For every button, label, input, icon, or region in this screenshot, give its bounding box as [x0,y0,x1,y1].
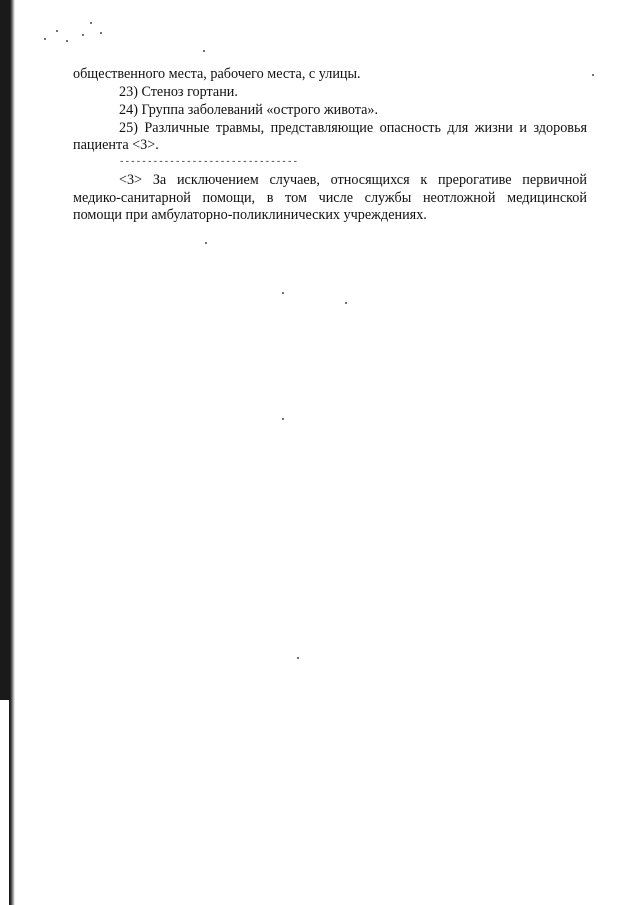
scan-speck [282,418,284,420]
list-item-24: 24) Группа заболеваний «острого живота». [119,102,379,118]
scan-speck [205,242,207,244]
scan-speck [66,40,68,42]
scan-speck [100,32,102,34]
footnote-separator: -------------------------------- [119,157,299,167]
scan-speck [90,22,92,24]
scan-speck [203,50,205,52]
list-item-25: 25) Различные травмы, представляющие опасность для жизни и здоровья [119,120,587,136]
text-line: общественного места, рабочего места, с улицы. [73,66,361,82]
footnote-line: медико-санитарной помощи, в том числе службы неотложной медицинской [73,190,587,206]
list-item-23: 23) Стеноз гортани. [119,84,238,100]
text-line: пациента <3>. [73,137,159,153]
scan-speck [592,74,594,76]
scan-speck [56,30,58,32]
scan-speck [44,38,46,40]
scan-speck [282,292,284,294]
scan-speck [297,657,299,659]
scan-edge-shadow [0,0,16,905]
footnote-line: <3> За исключением случаев, относящихся к прерогативе первичной [119,172,587,188]
scan-speck [82,34,84,36]
footnote-line: помощи при амбулаторно-поликлинических учреждениях. [73,207,427,223]
scan-speck [345,302,347,304]
